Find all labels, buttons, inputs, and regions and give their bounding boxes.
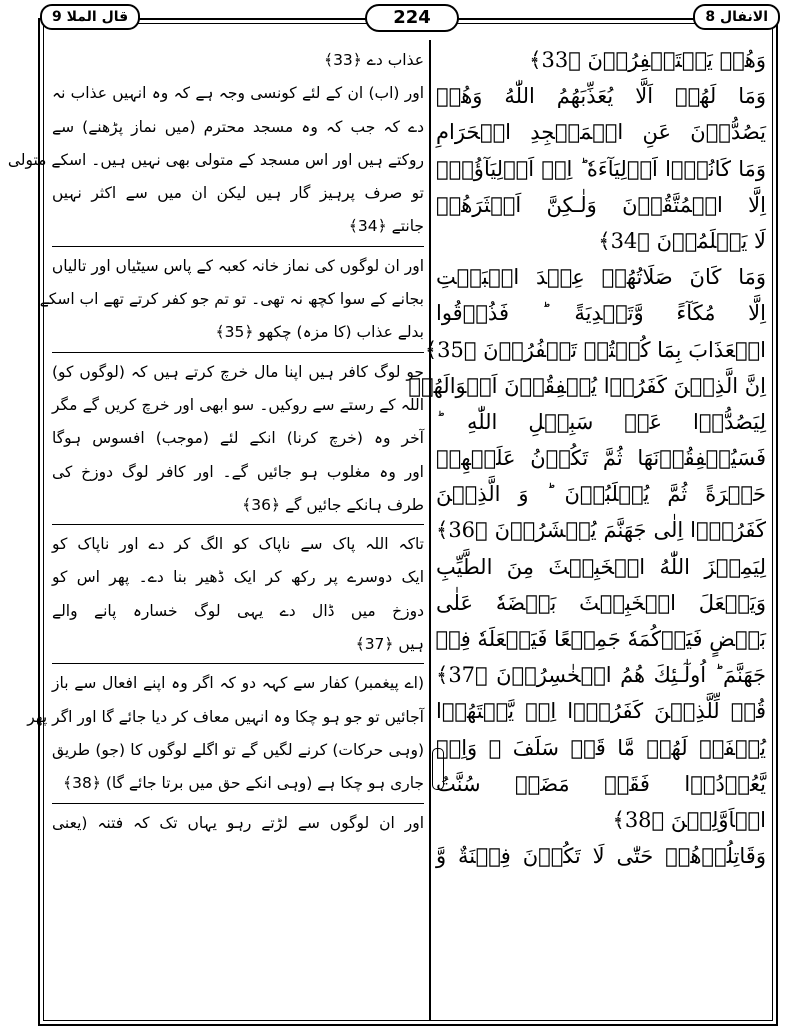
arabic-line: قُلۡ لِّلَّذِيۡنَ كَفَرُوۡۤا اِنۡ يَّنۡتَهُوۡا — [436, 699, 766, 724]
arabic-line: فَسَيُنۡفِقُوۡنَهَا ثُمَّ تَكُوۡنُ عَلَيۡهِمۡ — [436, 446, 766, 471]
page-number: 224 — [365, 4, 459, 32]
arabic-line: اِلَّا مُكَآءً وَّتَصۡدِيَةً ؕ فَذُوۡقُوا — [436, 301, 766, 326]
urdu-line: اور (اب) ان کے لئے کونسی وجہ ہے کہ وہ انہیں عذاب نہ — [52, 84, 424, 103]
urdu-line: روکتے ہیں اور اس مسجد کے متولی بھی نہیں ہیں۔ اسکے متولی — [7, 150, 424, 169]
urdu-line: دے کہ جب کہ وہ مسجد محترم (میں نماز پڑھنے) سے — [52, 117, 424, 136]
arabic-line: يَصُدُّوۡنَ عَنِ الۡمَسۡجِدِ الۡحَرَامِ — [436, 120, 766, 145]
urdu-line: اور ان لوگوں سے لڑتے رہو یہاں تک کہ فتنہ (یعنی — [52, 813, 424, 832]
surah-label: الانفال 8 — [693, 4, 780, 30]
urdu-line: (وہی حرکات) کرنے لگیں گے تو اگلے لوگوں کا (جو) طریق — [52, 740, 424, 759]
urdu-line: ہیں ﴿37﴾ — [355, 635, 424, 654]
arabic-line: يُغۡفَرۡ لَهُمۡ مَّا قَدۡ سَلَفَ ۚ وَاِنۡ — [436, 735, 766, 760]
urdu-line: بجانے کے سوا کچھ نہ تھی۔ تو تم جو کفر کرتے تھے اب اسکے — [39, 290, 424, 309]
arabic-text-column — [408, 44, 766, 876]
section-separator — [52, 803, 424, 804]
arabic-line: لَا يَعۡلَمُوۡنَ ﴿34﴾ — [598, 228, 766, 253]
urdu-line: جاری ہو چکا ہے (وہی انکے حق میں برتا جائے گا) ﴿38﴾ — [63, 774, 424, 793]
arabic-line: وَمَا كَانُوۡۤا اَوۡلِيَآءَهٗ ؕ اِنۡ اَوۡلِيَآؤُهٗۤ — [436, 156, 766, 181]
arabic-line: حَسۡرَةً ثُمَّ يُغۡلَبُوۡنَ ؕ وَ الَّذِيۡنَ — [436, 482, 766, 507]
urdu-line: اللہ کے رستے سے روکیں۔ سو ابھی اور خرچ کریں گے مگر — [52, 395, 424, 414]
urdu-line: اور وہ مغلوب ہو جائیں گے۔ اور کافر لوگ دوزخ کی — [52, 462, 424, 481]
arabic-line: وَمَا لَهُمۡ اَلَّا يُعَذِّبَهُمُ اللّٰهُ وَهُمۡ — [436, 84, 766, 109]
section-separator — [52, 663, 424, 664]
urdu-line: بدلے عذاب (کا مزہ) چکھو ﴿35﴾ — [215, 323, 424, 342]
urdu-line: ایک دوسرے پر رکھ کر ایک ڈھیر بنا دے۔ پھر اس کو — [52, 568, 424, 587]
urdu-line: جانتے ﴿34﴾ — [348, 217, 424, 236]
arabic-line: لِيَمِيۡزَ اللّٰهُ الۡخَبِيۡثَ مِنَ الطَّيِّبِ — [436, 554, 766, 579]
arabic-line: وَهُمۡ يَسۡتَغۡفِرُوۡنَ ﴿33﴾ — [529, 48, 766, 72]
arabic-line: بَعۡضٍ فَيَرۡكُمَهٗ جَمِيۡعًا فَيَجۡعَلَهٗ فِىۡ — [435, 627, 766, 651]
column-divider — [429, 40, 431, 1020]
urdu-line: دوزخ میں ڈال دے یہی لوگ خسارہ پانے والے — [52, 601, 424, 620]
urdu-line: آخر وہ (خرچ کرنا) انکے لئے (موجب) افسوس ہوگا — [52, 429, 424, 448]
arabic-line: كَفَرُوۡۤا اِلٰى جَهَنَّمَ يُحۡشَرُوۡنَ ﴿36﴾ — [436, 518, 766, 543]
arabic-line: لِيَصُدُّوۡا عَنۡ سَبِيۡلِ اللّٰهِ ؕ — [436, 409, 766, 434]
page-header — [30, 4, 790, 30]
arabic-line: الۡعَذَابَ بِمَا كُنۡتُمۡ تَكۡفُرُوۡنَ ﴿35﴾ — [424, 337, 766, 362]
urdu-line: (اے پیغمبر) کفار سے کہہ دو کہ اگر وہ اپنے افعال سے باز — [52, 674, 424, 693]
arabic-line: الۡاَوَّلِيۡنَ ﴿38﴾ — [612, 807, 766, 832]
arabic-line: اِنَّ الَّذِيۡنَ كَفَرُوۡا يُنۡفِقُوۡنَ اَمۡوَالَهُمۡ — [408, 373, 766, 398]
section-separator — [52, 246, 424, 247]
arabic-line: جَهَنَّمَ ؕ اُولٰٓـئِكَ هُمُ الۡخٰسِرُوۡنَ ﴿37﴾ — [436, 663, 766, 688]
urdu-line: آجائیں تو جو ہو چکا وہ انہیں معاف کر دیا جائے گا اور اگر پھر — [27, 707, 424, 726]
urdu-translation-column — [7, 44, 424, 840]
urdu-line: جو لوگ کافر ہیں اپنا مال خرچ کرتے ہیں کہ (لوگوں کو) — [52, 362, 424, 381]
arabic-line: وَقَاتِلُوۡهُمۡ حَتّٰى لَا تَكُوۡنَ فِتۡنَةٌ وَّ — [436, 844, 766, 869]
arabic-line: وَمَا كَانَ صَلَاتُهُمۡ عِنۡدَ الۡبَيۡتِ — [436, 265, 766, 290]
arabic-line: اِلَّا الۡمُتَّقُوۡنَ وَلٰـكِنَّ اَكۡثَرَهُمۡ — [436, 192, 766, 217]
section-separator — [52, 352, 424, 353]
urdu-line: تاکہ اللہ پاک سے ناپاک کو الگ کر دے اور ناپاک کو — [52, 535, 424, 554]
urdu-line: اور ان لوگوں کی نماز خانہ کعبہ کے پاس سیٹیاں اور تالیاں — [51, 256, 424, 275]
urdu-line: طرف ہانکے جائیں گے ﴿36﴾ — [242, 495, 424, 514]
urdu-line: عذاب دے ﴿33﴾ — [323, 51, 424, 69]
section-separator — [52, 524, 424, 525]
arabic-line: وَيَجۡعَلَ الۡخَبِيۡثَ بَعۡضَهٗ عَلٰى — [436, 590, 766, 615]
juz-label: قال الملا 9 — [40, 4, 140, 30]
urdu-line: تو صرف پرہیز گار ہیں لیکن ان میں سے اکثر نہیں — [52, 184, 424, 203]
arabic-line: يَّعُوۡدُوۡا فَقَدۡ مَضَتۡ سُنَّتُ — [436, 771, 766, 796]
